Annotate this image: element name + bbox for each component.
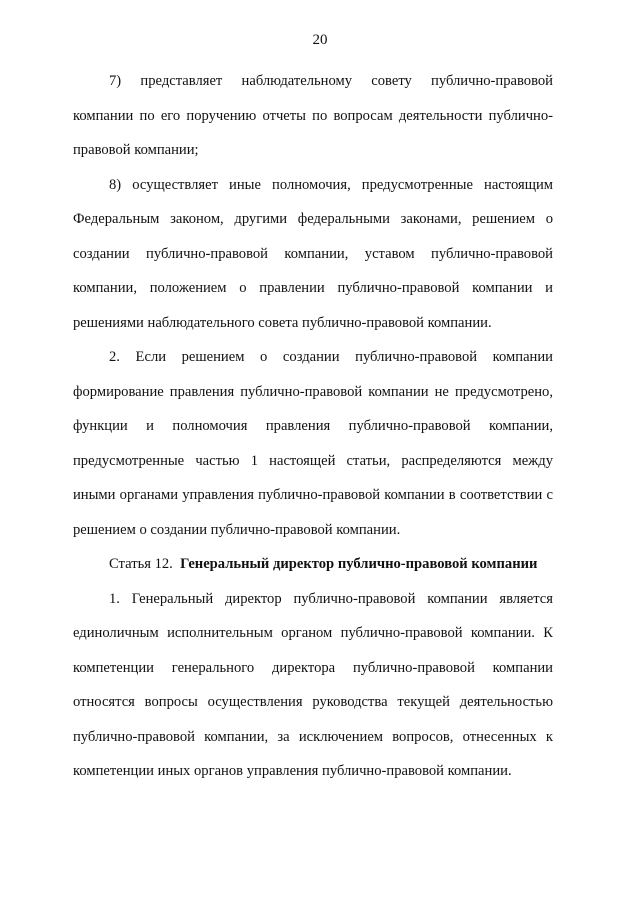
- clause-text: Если решением о создании публично-правовой компании формирование правления публично-правовой компании не предусмотрено, функции и полномочия правления публично-правовой компании, предусмотренные частью 1 настоящей статьи, распределяются между иными органами управления публично-правовой компании в соответствии с решением о создании публично-правовой компании.: [73, 349, 553, 538]
- list-item-text: осуществляет иные полномочия, предусмотренные настоящим Федеральным законом, другими федеральными законами, решением о создании публично-правовой компании, уставом публично-правовой компании, положением о правлении публично-правовой компании и решениями наблюдательного совета публично-правовой компании.: [73, 176, 553, 331]
- article-title: Генеральный директор публично-правовой компании: [180, 556, 538, 572]
- list-item-label: 7): [109, 73, 122, 89]
- list-item-7: [73, 64, 553, 168]
- clause-label: 1.: [109, 590, 120, 607]
- list-item-text: представляет наблюдательному совету публично-правовой компании по его поручению отчеты по вопросам деятельности публично-правовой компании;: [73, 73, 553, 158]
- document-body: [73, 64, 553, 789]
- page-number: 20: [312, 32, 328, 48]
- article-clause-1: [73, 582, 553, 789]
- list-item-8: [73, 168, 553, 341]
- clause-label: 2.: [109, 349, 120, 365]
- list-item-label: 8): [109, 176, 122, 193]
- clause-2: [73, 340, 553, 547]
- article-prefix: Статья 12.: [109, 556, 173, 572]
- clause-text: Генеральный директор публично-правовой компании является единоличным исполнительным органом публично-правовой компании. К компетенции генерального директора публично-правовой компании относятся вопросы осуществления руководства текущей деятельностью публично-правовой компании, за исключением вопросов, отнесенных к компетенции иных органов управления публично-правовой компании.: [73, 590, 553, 779]
- article-heading: [73, 547, 553, 582]
